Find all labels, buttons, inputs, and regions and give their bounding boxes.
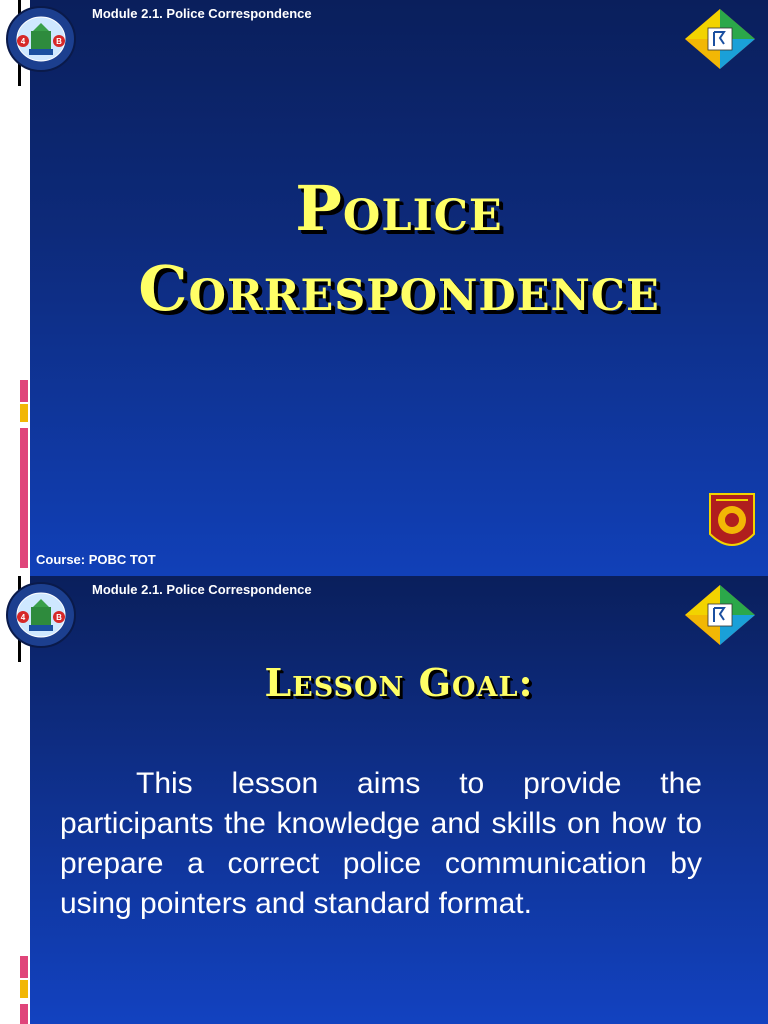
seal-left-letter: 4 xyxy=(20,613,26,622)
module-label: Module 2.1. Police Correspondence xyxy=(92,582,312,597)
slide-title-line1: Police xyxy=(295,172,503,245)
diamond-emblem-icon xyxy=(684,8,756,70)
course-label: Course: POBC TOT xyxy=(36,552,156,567)
left-stripe-pink xyxy=(20,1004,28,1024)
left-stripe-gold xyxy=(20,980,28,998)
slide-lesson-goal xyxy=(0,576,768,1024)
left-stripe-gold xyxy=(20,404,28,422)
pnp-badge-icon xyxy=(706,490,758,558)
police-regional-office-seal-icon xyxy=(5,5,77,73)
lesson-goal-heading: Lesson Goal: xyxy=(264,660,534,705)
slide-title-line2: Correspondence xyxy=(138,252,660,325)
diamond-emblem-icon xyxy=(684,584,756,646)
left-stripe-pink xyxy=(20,956,28,978)
seal-right-letter: B xyxy=(56,613,62,622)
left-stripe-pink xyxy=(20,380,28,402)
lesson-goal-body: This lesson aims to provide the participants the knowledge and skills on how to prepare a correct police communication by using pointers and standard format. xyxy=(60,767,702,920)
police-regional-office-seal-icon xyxy=(5,581,77,649)
seal-right-letter: B xyxy=(56,37,62,46)
left-stripe-pink xyxy=(20,428,28,568)
module-label: Module 2.1. Police Correspondence xyxy=(92,6,312,21)
seal-left-letter: 4 xyxy=(20,37,26,46)
